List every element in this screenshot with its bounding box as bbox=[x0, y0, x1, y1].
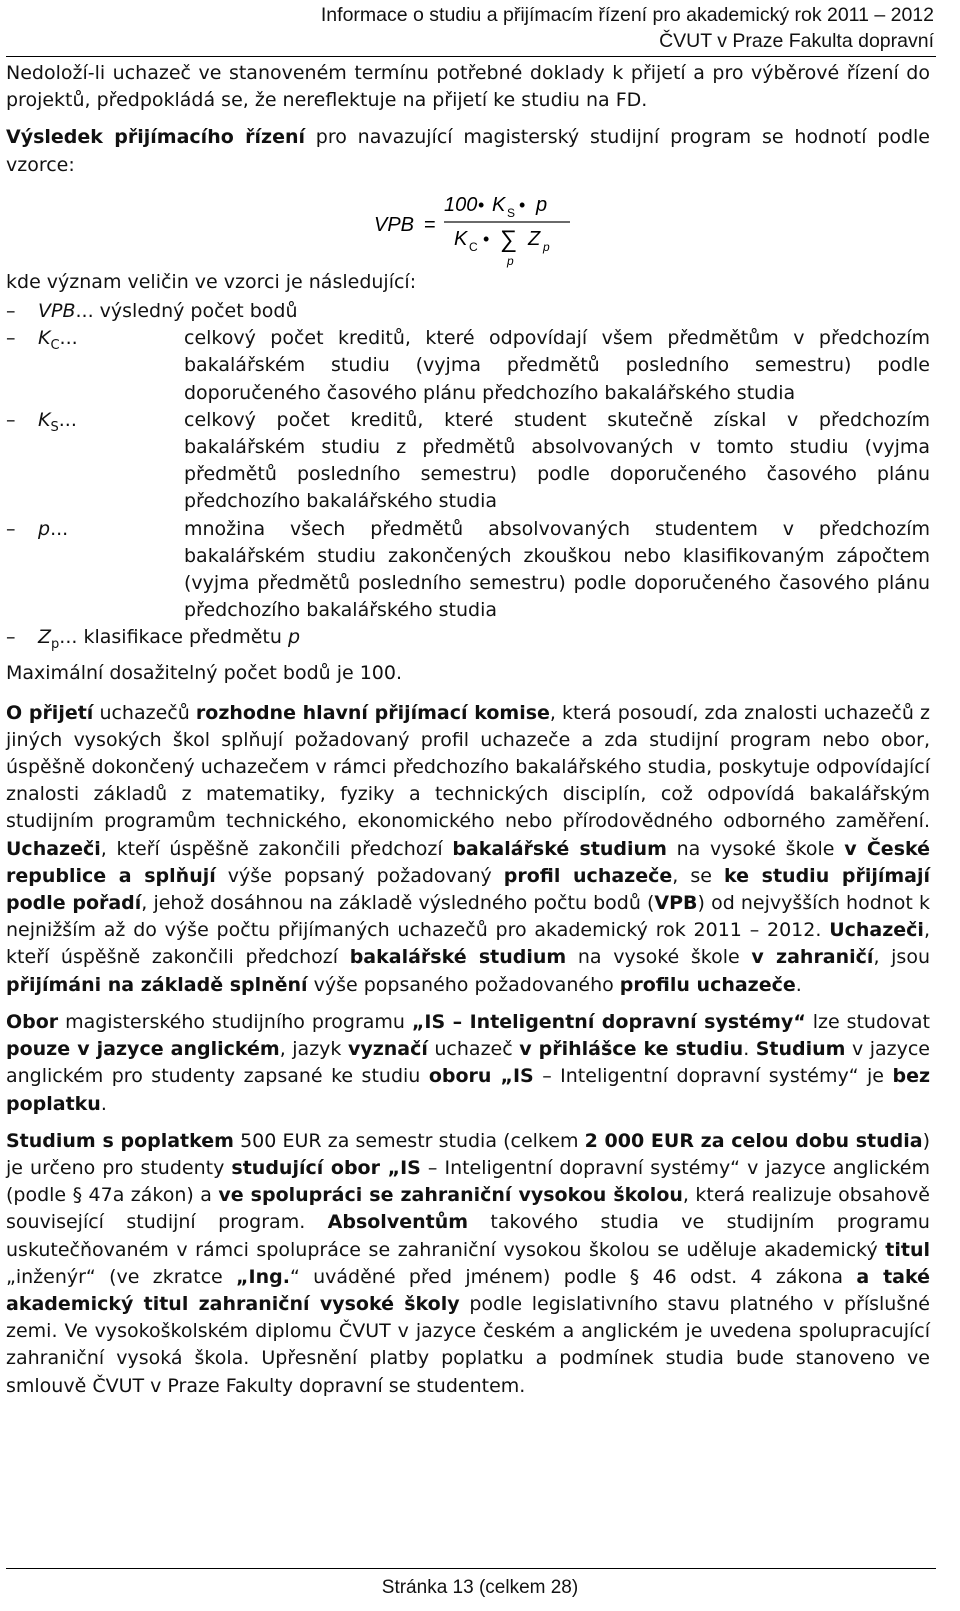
definition-zp: – $Z_p$... klasifikace předmětu p bbox=[6, 626, 301, 653]
paragraph-study-field: Obor magisterského studijního programu „IS – Inteligentní dopravní systémy“ lze studovat pouze v jazyce anglickém, jazyk vyznačí uchazeč v přihlášce ke studiu. Studium v jazyce anglickém pro studenty zapsané ke studiu oboru „IS – Inteligentní dopravní systémy“ je bez poplatku. bbox=[6, 1010, 931, 1115]
formula-den-k-sub: C bbox=[469, 239, 478, 254]
formula-den-z-sub: p bbox=[543, 239, 550, 254]
header-divider bbox=[6, 56, 936, 57]
formula-num-k-sub: S bbox=[507, 205, 516, 220]
header-title: Informace o studiu a přijímacím řízení pro akademický rok 2011 – 2012 bbox=[320, 4, 934, 26]
page-header bbox=[321, 2, 934, 54]
paragraph-admission-decision: O přijetí uchazečů rozhodne hlavní přijímací komise, která posoudí, zda znalosti uchazečů z jiných vysokých škol splňují požadovaný profil uchazeče a zda studijní program nebo obor, úspěšně dokončený uchazečem v rámci předchozího bakalářského studia, poskytuje odpovídající znalosti základů z matematiky, fyziky a technických disciplín, což odpovídá bakalářským studijním programům technického, ekonomického nebo přírodovědného odborného zaměření. Uchazeči, kteří úspěšně zakončili předchozí bakalářské studium na vysoké škole v České republice a splňují výše popsaný požadovaný profil uchazeče, se ke studiu přijímají podle pořadí, jehož dosáhnou na základě výsledného počtu bodů (VPB) od nejvyšších hodnot k nejnižším až do výše počtu přijímaných uchazečů pro akademický rok 2011 – 2012. Uchazeči, kteří úspěšně zakončili předchozí bakalářské studium na vysoké škole v zahraničí, jsou přijímáni na základě splnění výše popsaného požadovaného profilu uchazeče. bbox=[6, 701, 931, 996]
footer-divider bbox=[6, 1568, 936, 1569]
vpb-formula bbox=[6, 183, 930, 269]
formula-dot-1: • bbox=[478, 194, 485, 215]
formula-graphic bbox=[366, 183, 586, 269]
max-points-note: Maximální dosažitelný počet bodů je 100. bbox=[6, 662, 403, 685]
definition-vpb: – VPB... výsledný počet bodů bbox=[6, 298, 930, 325]
formula-sum-sign: ∑ bbox=[500, 225, 518, 253]
formula-dot-3: • bbox=[483, 228, 490, 249]
formula-num-k: K bbox=[492, 193, 506, 216]
definitions-intro: kde význam veličin ve vzorci je následující: bbox=[6, 270, 417, 293]
page-number: Stránka 13 (celkem 28) bbox=[381, 1577, 579, 1598]
page-body bbox=[6, 60, 930, 1400]
list-dash: – bbox=[6, 408, 16, 431]
paragraph-result-intro: Výsledek přijímacího řízení pro navazující magisterský studijní program se hodnotí podle vzorce: bbox=[6, 126, 930, 176]
formula-den-k: K bbox=[454, 227, 468, 250]
header-institution: ČVUT v Praze Fakulta dopravní bbox=[659, 30, 934, 52]
list-dash: – bbox=[6, 626, 16, 649]
definition-ks: – $K_S$... celkový počet kreditů, které student skutečně získal v předchozím bakalářském studiu z předmětů absolvovaných v tomto studiu (vyjma předmětů posledního semestru) podle doporučeného časového plánu předchozího bakalářského studia bbox=[6, 408, 930, 513]
formula-equals: = bbox=[424, 213, 436, 236]
formula-dot-2: • bbox=[519, 194, 526, 215]
formula-num-p: p bbox=[536, 193, 548, 216]
list-dash: – bbox=[6, 517, 16, 540]
paragraph-paid-study: Studium s poplatkem 500 EUR za semestr studia (celkem 2 000 EUR za celou dobu studia) je určeno pro studenty studující obor „IS – Inteligentní dopravní systémy“ v jazyce anglickém (podle § 47a zákon) a ve spolupráci se zahraniční vysokou školou, která realizuje obsahově související studijní program. Absolventům takového studia ve studijním programu uskutečňovaném v rámci spolupráce se zahraniční vysokou školou se uděluje akademický titul „inženýr“ (ve zkratce „Ing.“ uváděné před jménem) podle § 46 odst. 4 zákona a také akademický titul zahraniční vysoké školy podle legislativního stavu platného v příslušné zemi. Ve vysokoškolském diplomu ČVUT v jazyce českém a anglickém je uvedena spolupracující zahraniční vysoká škola. Upřesnění platby poplatku a podmínek studia bude stanoveno ve smlouvě ČVUT v Praze Fakulty dopravní se studentem. bbox=[6, 1129, 930, 1397]
formula-coefficient: 100 bbox=[444, 193, 478, 216]
formula-den-z: Z bbox=[528, 227, 541, 250]
formula-sum-sub: p bbox=[507, 253, 514, 268]
definition-p: – p... množina všech předmětů absolvovaných studentem v předchozím bakalářském studiu zakončených zkouškou nebo klasifikovaným zápočtem (vyjma předmětů posledního semestru) podle doporučeného časového plánu předchozího bakalářského studia bbox=[6, 517, 930, 622]
formula-lhs: VPB bbox=[374, 213, 415, 236]
paragraph-documents: Nedoloží-li uchazeč ve stanoveném termínu potřebné doklady k přijetí a pro výběrové řízení do projektů, předpokládá se, že nereflektuje na přijetí ke studiu na FD. bbox=[6, 62, 930, 112]
definitions-list bbox=[6, 298, 930, 658]
list-dash: – bbox=[6, 300, 16, 323]
list-dash: – bbox=[6, 327, 16, 350]
definition-kc: – $K_C$... celkový počet kreditů, které odpovídají všem předmětům v předchozím bakalářském studiu (vyjma předmětů posledního semestru) podle doporučeného časového plánu předchozího bakalářského studia bbox=[6, 327, 930, 404]
